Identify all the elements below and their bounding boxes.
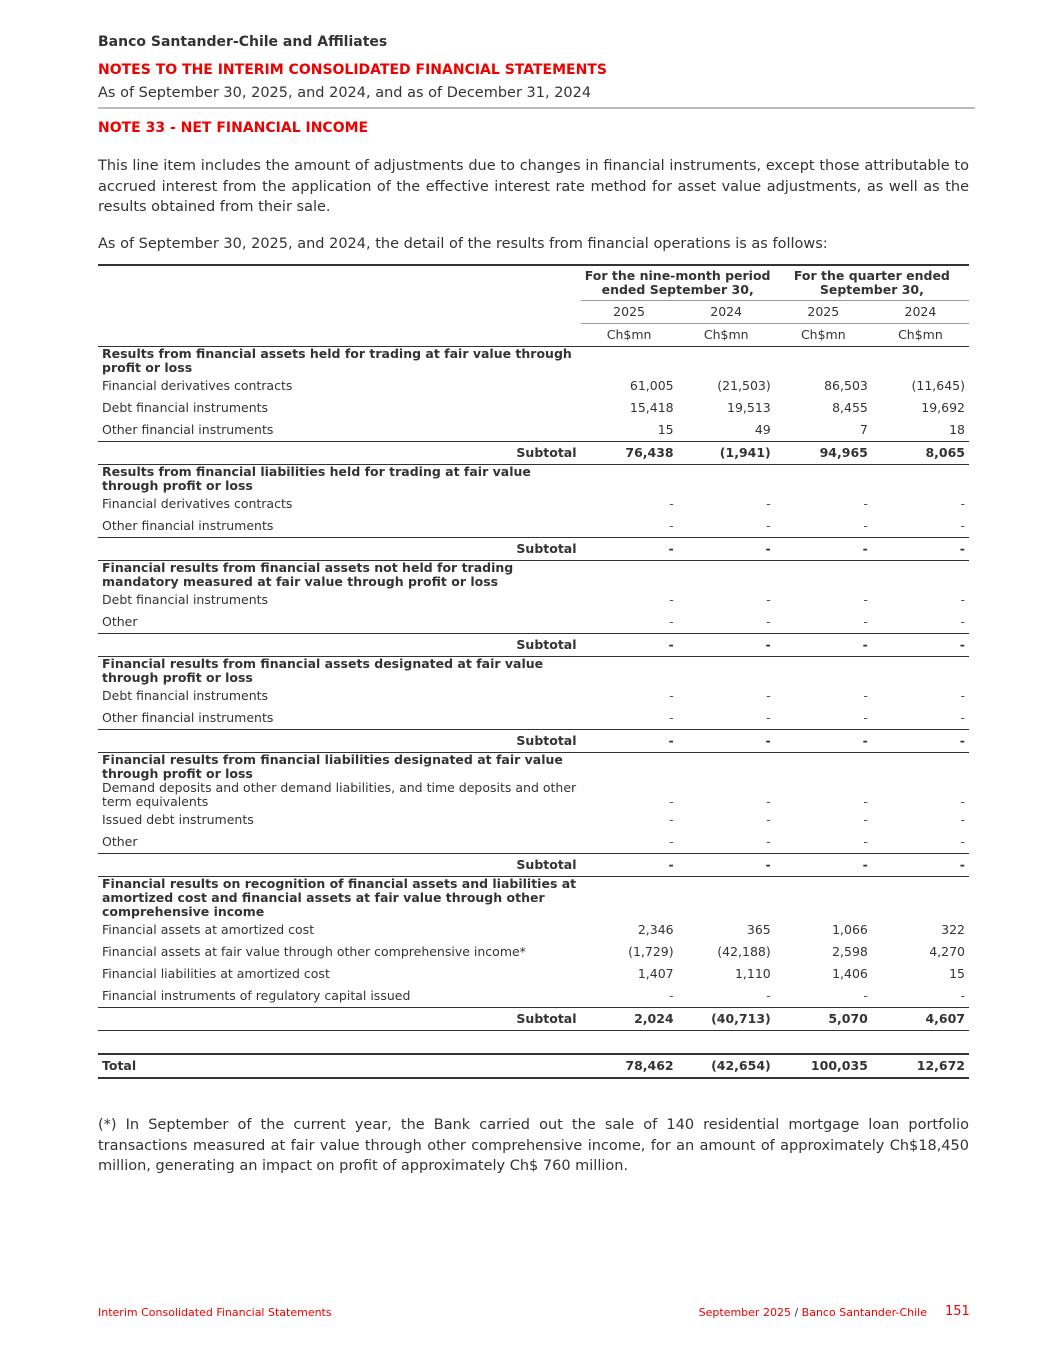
subtotal-value: -	[775, 730, 872, 753]
table-row	[98, 611, 969, 634]
row-label: Debt financial instruments	[102, 400, 269, 415]
table-row	[98, 985, 969, 1008]
value-cell: -	[766, 988, 771, 1003]
section-header-row	[98, 753, 969, 782]
value-cell: -	[863, 592, 868, 607]
table-row	[98, 919, 969, 941]
empty-cell	[678, 657, 775, 686]
value-cell: -	[863, 812, 868, 827]
value-cell: -	[863, 794, 868, 809]
empty-cell	[775, 347, 872, 376]
value-cell: -	[863, 614, 868, 629]
footer-date: September 2025	[698, 1306, 791, 1319]
subtotal-value: -	[581, 634, 678, 657]
subtotal-value: -	[872, 634, 969, 657]
value-cell: -	[960, 710, 965, 725]
empty-cell	[581, 657, 678, 686]
empty-cell	[775, 657, 872, 686]
value-cell: -	[766, 710, 771, 725]
section-title: Financial results from financial assets not held for trading mandatory measured at fair value through profit or loss	[102, 560, 514, 589]
value-cell: 49	[754, 422, 771, 437]
value-cell: 322	[941, 922, 965, 937]
value-cell: (42,188)	[717, 944, 771, 959]
total-value: 78,462	[581, 1054, 678, 1078]
value-cell: 86,503	[824, 378, 868, 393]
year-row	[98, 301, 969, 324]
value-cell: -	[960, 614, 965, 629]
value-cell: 15,418	[629, 400, 674, 415]
row-label: Demand deposits and other demand liabilities, and time deposits and other term equivalents	[102, 780, 577, 809]
total-value: 100,035	[775, 1054, 872, 1078]
section-title: Financial results from financial liabilities designated at fair value through profit or loss	[102, 752, 563, 781]
subtotal-value: (40,713)	[678, 1008, 775, 1031]
table-row	[98, 589, 969, 611]
value-cell: 1,406	[832, 966, 868, 981]
quarter-header: For the quarter ended September 30,	[775, 265, 969, 301]
table-row	[98, 397, 969, 419]
value-cell: -	[669, 614, 674, 629]
value-cell: -	[669, 592, 674, 607]
table-row	[98, 707, 969, 730]
subtotal-value: 5,070	[775, 1008, 872, 1031]
subtotal-value: -	[581, 538, 678, 561]
value-cell: -	[669, 496, 674, 511]
currency-header: Ch$mn	[775, 324, 872, 347]
row-label: Debt financial instruments	[102, 592, 269, 607]
value-cell: 15	[949, 966, 965, 981]
subtotal-value: 8,065	[872, 442, 969, 465]
value-cell: -	[669, 834, 674, 849]
section-header-row	[98, 347, 969, 376]
table-row	[98, 831, 969, 854]
value-cell: -	[669, 518, 674, 533]
value-cell: -	[766, 496, 771, 511]
empty-cell	[775, 877, 872, 920]
value-cell: -	[960, 794, 965, 809]
row-label: Other financial instruments	[102, 710, 274, 725]
spacer-row	[98, 1031, 969, 1055]
value-cell: -	[960, 592, 965, 607]
row-label: Financial assets at fair value through other comprehensive income*	[102, 944, 526, 959]
value-cell: -	[863, 496, 868, 511]
value-cell: 18	[949, 422, 965, 437]
value-cell: 365	[746, 922, 771, 937]
empty-cell	[678, 347, 775, 376]
value-cell: (21,503)	[717, 378, 771, 393]
value-cell: -	[669, 688, 674, 703]
row-label: Debt financial instruments	[102, 688, 269, 703]
subtotal-row	[98, 730, 969, 753]
row-label: Financial liabilities at amortized cost	[102, 966, 330, 981]
subtotal-value: 76,438	[581, 442, 678, 465]
subtotal-value: -	[678, 854, 775, 877]
value-cell: 1,407	[637, 966, 674, 981]
subtotal-value: -	[678, 730, 775, 753]
year-header: 2025	[581, 301, 678, 324]
total-row	[98, 1054, 969, 1078]
section-title: Financial results on recognition of financial assets and liabilities at amortized cost and financial assets at fair value through other comprehensive income	[102, 876, 577, 919]
row-label: Issued debt instruments	[102, 812, 254, 827]
subtotal-label: Subtotal	[98, 634, 581, 657]
net-financial-income-table	[98, 264, 969, 1079]
subtotal-row	[98, 442, 969, 465]
year-header: 2024	[678, 301, 775, 324]
subtotal-value: -	[872, 854, 969, 877]
subtotal-value: -	[872, 538, 969, 561]
empty-cell	[872, 753, 969, 782]
empty-cell	[581, 561, 678, 590]
page-number: 151	[945, 1304, 970, 1319]
subtotal-value: -	[678, 538, 775, 561]
currency-header: Ch$mn	[581, 324, 678, 347]
subtotal-value: 2,024	[581, 1008, 678, 1031]
footer-separator: /	[794, 1306, 799, 1319]
section-header-row	[98, 465, 969, 494]
row-label: Other financial instruments	[102, 518, 274, 533]
empty-cell	[581, 347, 678, 376]
section-header-row	[98, 877, 969, 920]
value-cell: 4,270	[929, 944, 965, 959]
currency-row	[98, 324, 969, 347]
value-cell: -	[960, 812, 965, 827]
subtotal-label: Subtotal	[98, 730, 581, 753]
subtotal-label: Subtotal	[98, 1008, 581, 1031]
empty-cell	[678, 465, 775, 494]
value-cell: 15	[657, 422, 674, 437]
intro-paragraph: This line item includes the amount of adjustments due to changes in financial instruments, except those attributable to accrued interest from the application of the effective interest rate method for asset value adjustments, as well as the results obtained from their sale.	[98, 158, 969, 215]
value-cell: 7	[859, 422, 868, 437]
subtotal-value: (1,941)	[678, 442, 775, 465]
currency-header: Ch$mn	[872, 324, 969, 347]
value-cell: -	[669, 710, 674, 725]
footnote: (*) In September of the current year, the Bank carried out the sale of 140 residential mortgage loan portfolio transactions measured at fair value through other comprehensive income, for an amount of approximately Ch$18,450 million, generating an impact on profit of approximately Ch$ 760 million.	[98, 1117, 969, 1174]
subtotal-value: -	[872, 730, 969, 753]
nine-month-header: For the nine-month period ended September 30,	[581, 265, 775, 301]
total-label: Total	[98, 1054, 581, 1078]
section-header-row	[98, 657, 969, 686]
value-cell: -	[766, 592, 771, 607]
subtotal-value: -	[775, 634, 872, 657]
subtotal-row	[98, 1008, 969, 1031]
value-cell: (1,729)	[628, 944, 674, 959]
detail-intro-paragraph: As of September 30, 2025, and 2024, the detail of the results from financial operations is as follows:	[98, 236, 828, 252]
value-cell: 1,066	[832, 922, 868, 937]
value-cell: -	[960, 688, 965, 703]
value-cell: -	[766, 794, 771, 809]
subtotal-label: Subtotal	[98, 854, 581, 877]
subtotal-value: -	[775, 538, 872, 561]
subtotal-value: -	[775, 854, 872, 877]
value-cell: 19,692	[921, 400, 965, 415]
value-cell: -	[669, 812, 674, 827]
value-cell: -	[960, 834, 965, 849]
value-cell: -	[960, 988, 965, 1003]
empty-cell	[775, 753, 872, 782]
value-cell: -	[766, 812, 771, 827]
empty-cell	[581, 753, 678, 782]
value-cell: -	[766, 834, 771, 849]
total-value: 12,672	[872, 1054, 969, 1078]
value-cell: -	[669, 988, 674, 1003]
row-label: Other	[102, 614, 138, 629]
table-row	[98, 809, 969, 831]
subtotal-value: -	[581, 854, 678, 877]
subtotal-row	[98, 854, 969, 877]
value-cell: (11,645)	[911, 378, 965, 393]
table-row	[98, 963, 969, 985]
value-cell: -	[766, 614, 771, 629]
value-cell: -	[960, 496, 965, 511]
subtotal-row	[98, 538, 969, 561]
empty-cell	[872, 657, 969, 686]
value-cell: 2,598	[832, 944, 868, 959]
table-row	[98, 375, 969, 397]
table-row	[98, 941, 969, 963]
header-divider	[98, 107, 975, 109]
empty-cell	[872, 465, 969, 494]
empty-cell	[872, 561, 969, 590]
value-cell: -	[863, 710, 868, 725]
year-header: 2024	[872, 301, 969, 324]
value-cell: 19,513	[727, 400, 771, 415]
table-row	[98, 493, 969, 515]
empty-cell	[872, 877, 969, 920]
value-cell: -	[669, 794, 674, 809]
section-title: Results from financial liabilities held for trading at fair value through profit or loss	[102, 464, 531, 493]
empty-cell	[581, 465, 678, 494]
value-cell: -	[960, 518, 965, 533]
empty-cell	[678, 753, 775, 782]
subtotal-label: Subtotal	[98, 442, 581, 465]
subtotal-value: 94,965	[775, 442, 872, 465]
table-row	[98, 685, 969, 707]
empty-cell	[581, 877, 678, 920]
currency-header: Ch$mn	[678, 324, 775, 347]
value-cell: 1,110	[734, 966, 771, 981]
value-cell: -	[863, 518, 868, 533]
row-label: Financial assets at amortized cost	[102, 922, 315, 937]
value-cell: -	[863, 988, 868, 1003]
total-value: (42,654)	[678, 1054, 775, 1078]
table-header-row	[98, 265, 969, 301]
subtotal-row	[98, 634, 969, 657]
section-title: Results from financial assets held for trading at fair value through profit or loss	[102, 346, 572, 375]
row-label: Financial derivatives contracts	[102, 496, 293, 511]
empty-cell	[678, 877, 775, 920]
value-cell: -	[863, 688, 868, 703]
value-cell: 8,455	[832, 400, 868, 415]
subtotal-label: Subtotal	[98, 538, 581, 561]
value-cell: -	[766, 518, 771, 533]
table-row	[98, 419, 969, 442]
section-header-row	[98, 561, 969, 590]
as-of-date: As of September 30, 2025, and 2024, and as of December 31, 2024	[98, 85, 592, 101]
value-cell: 2,346	[637, 922, 674, 937]
section-title: Financial results from financial assets designated at fair value through profit or loss	[102, 656, 544, 685]
empty-cell	[872, 347, 969, 376]
note-title: NOTE 33 - NET FINANCIAL INCOME	[98, 120, 369, 136]
table-row	[98, 515, 969, 538]
row-label: Other	[102, 834, 138, 849]
table-row	[98, 781, 969, 809]
subtotal-value: 4,607	[872, 1008, 969, 1031]
empty-cell	[775, 561, 872, 590]
row-label: Financial derivatives contracts	[102, 378, 293, 393]
company-name: Banco Santander-Chile and Affiliates	[98, 34, 388, 50]
footer-left: Interim Consolidated Financial Statements	[98, 1306, 332, 1319]
empty-cell	[775, 465, 872, 494]
notes-title: NOTES TO THE INTERIM CONSOLIDATED FINANCIAL STATEMENTS	[98, 62, 607, 78]
year-header: 2025	[775, 301, 872, 324]
subtotal-value: -	[581, 730, 678, 753]
footer-bank: Banco Santander-Chile	[801, 1306, 927, 1319]
row-label: Other financial instruments	[102, 422, 274, 437]
subtotal-value: -	[678, 634, 775, 657]
value-cell: 61,005	[629, 378, 674, 393]
footer-right	[699, 1306, 927, 1319]
value-cell: -	[766, 688, 771, 703]
empty-cell	[678, 561, 775, 590]
value-cell: -	[863, 834, 868, 849]
row-label: Financial instruments of regulatory capital issued	[102, 988, 411, 1003]
